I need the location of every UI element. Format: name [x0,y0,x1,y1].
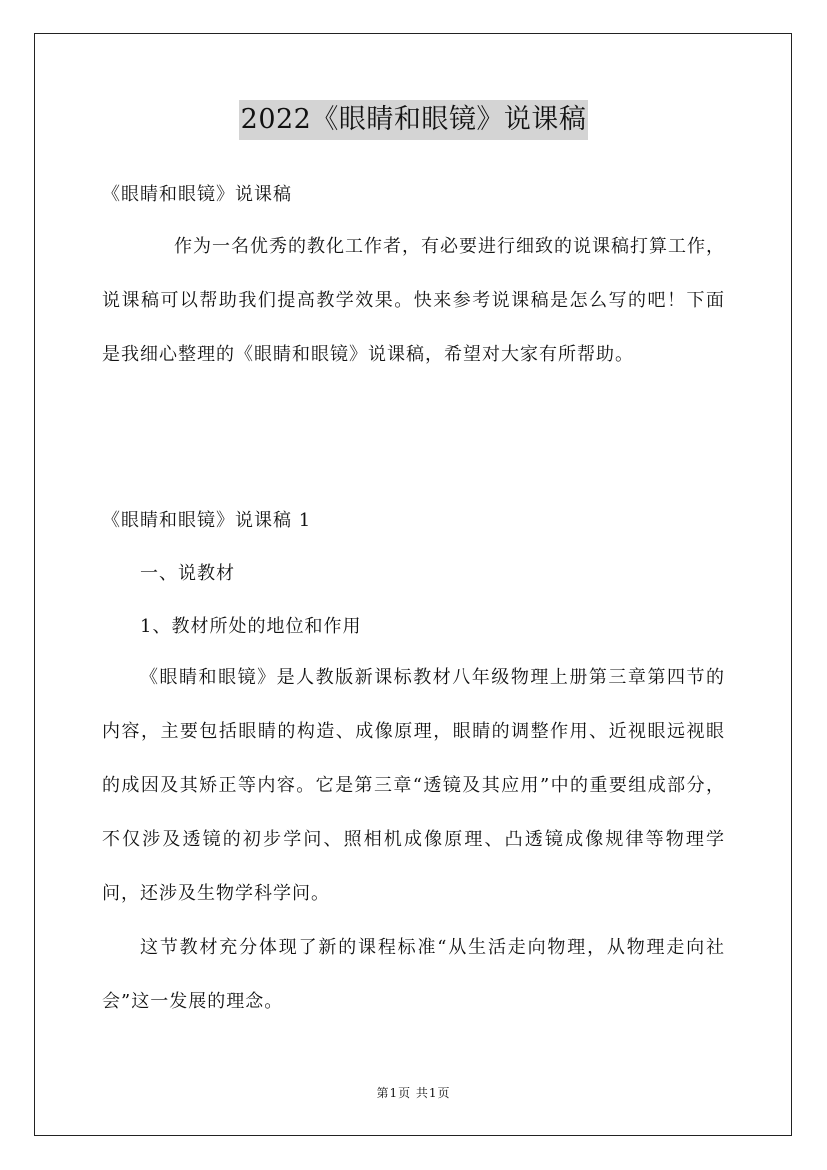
body-paragraph-2: 这节教材充分体现了新的课程标准“从生活走向物理，从物理走向社会”这一发展的理念。 [102,937,725,1012]
part-heading: 一、说教材 [140,563,235,584]
page-footer: 第1页 共1页 [376,1086,451,1100]
body-paragraph-1: 《眼睛和眼镜》是人教版新课标教材八年级物理上册第三章第四节的内容，主要包括眼睛的构造、成像原理，眼睛的调整作用、近视眼远视眼的成因及其矫正等内容。它是第三章“透镜及其应用”中的重要组成部分，不仅涉及透镜的初步学问、照相机成像原理、凸透镜成像规律等物理学问，还涉及生物学科学问。 [102,667,725,904]
section-heading: 《眼睛和眼镜》说课稿 1 [102,510,312,531]
intro-paragraph: 作为一名优秀的教化工作者，有必要进行细致的说课稿打算工作，说课稿可以帮助我们提高教学效果。快来参考说课稿是怎么写的吧！下面是我细心整理的《眼睛和眼镜》说课稿，希望对大家有所帮助。 [102,236,725,365]
title-container [0,100,827,140]
document-subtitle: 《眼睛和眼镜》说课稿 [102,184,292,205]
subpart-heading: 1、教材所处的地位和作用 [140,616,362,637]
document-title: 2022《眼睛和眼镜》说课稿 [239,100,589,140]
